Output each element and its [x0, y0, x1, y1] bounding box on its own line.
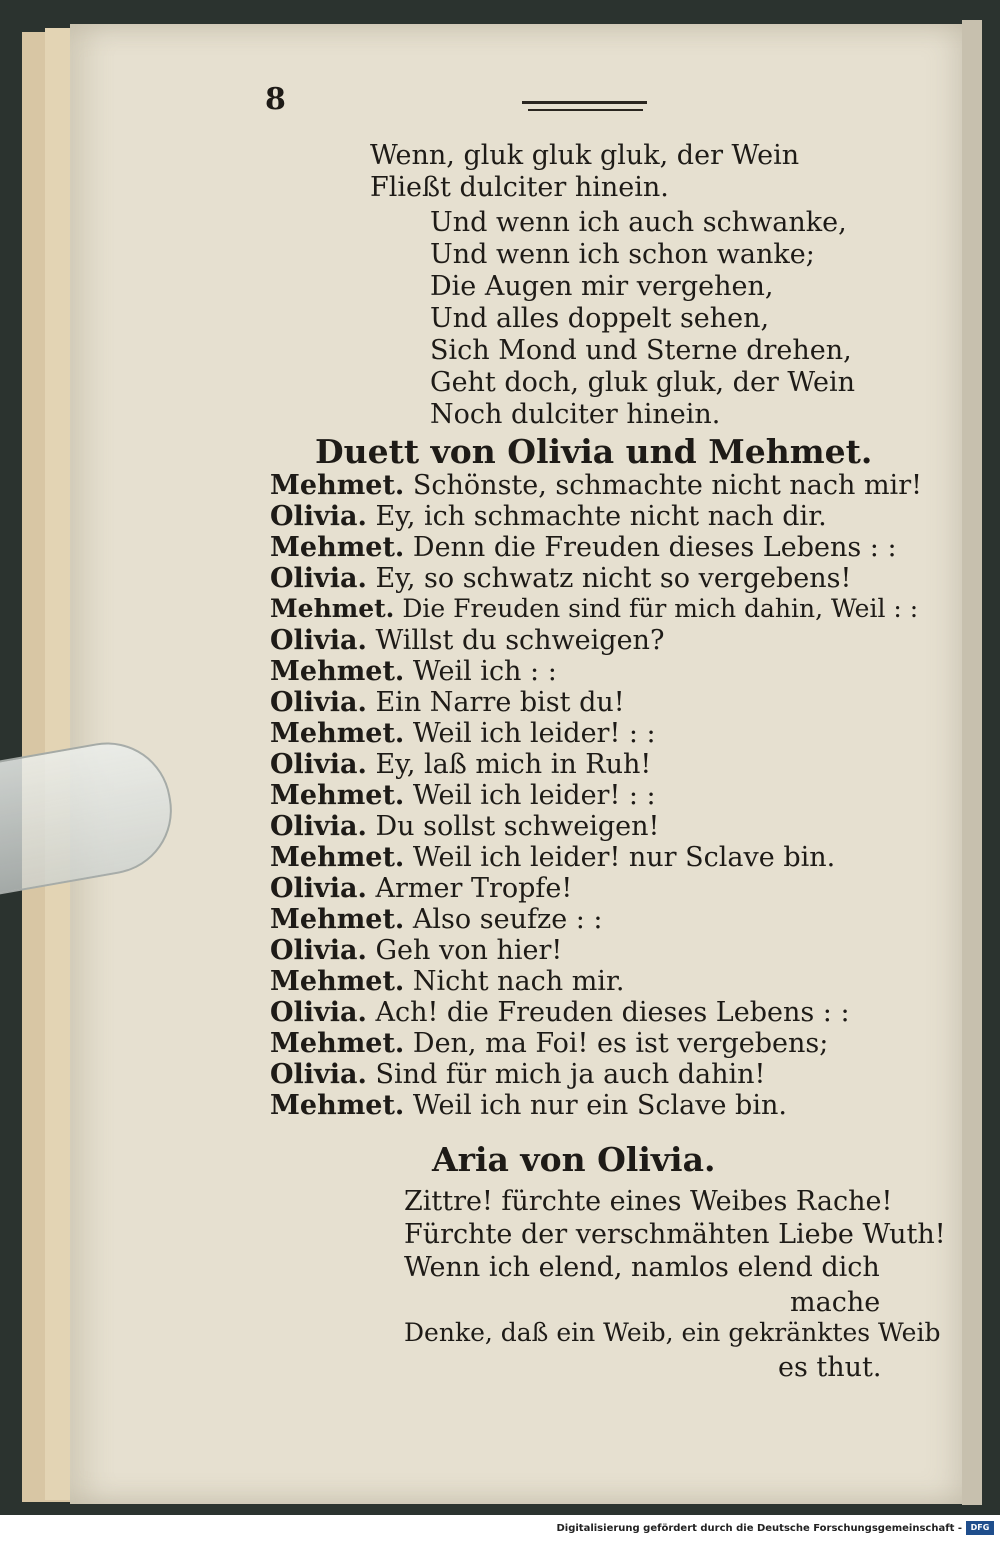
- speaker: Olivia.: [270, 1059, 367, 1090]
- digitization-credit: Digitalisierung gefördert durch die Deutsche Forschungsgemeinschaft -: [556, 1523, 962, 1534]
- speaker: Mehmet.: [270, 904, 405, 935]
- footer-bar: [0, 1515, 1000, 1545]
- speaker: Mehmet.: [270, 780, 405, 811]
- song-line: Und alles doppelt sehen,: [430, 303, 770, 334]
- song-line: Und wenn ich auch schwanke,: [430, 207, 847, 238]
- dialogue-line: [270, 780, 656, 811]
- dialogue-line: [270, 811, 659, 842]
- aria-heading: Aria von Olivia.: [432, 1140, 716, 1179]
- song-line: Fließt dulciter hinein.: [370, 172, 669, 203]
- dialogue-text: Willst du schweigen?: [375, 625, 665, 656]
- dialogue-line: [270, 718, 656, 749]
- dialogue-text: Nicht nach mir.: [412, 966, 625, 997]
- book-spine: [962, 20, 982, 1505]
- dialogue-line: [270, 563, 851, 594]
- dialogue-line: [270, 935, 562, 966]
- speaker: Mehmet.: [270, 470, 405, 501]
- dialogue-line: [270, 470, 922, 501]
- dialogue-line: [270, 532, 897, 563]
- dialogue-text: Weil ich leider! : :: [412, 780, 656, 811]
- speaker: Mehmet.: [270, 1028, 405, 1059]
- dialogue-line: [270, 501, 827, 532]
- dialogue-text: Weil ich leider! nur Sclave bin.: [412, 842, 836, 873]
- speaker: Mehmet.: [270, 532, 405, 563]
- dialogue-text: Denn die Freuden dieses Lebens : :: [412, 532, 897, 563]
- speaker: Olivia.: [270, 997, 367, 1028]
- dialogue-line: [270, 997, 850, 1028]
- aria-line: Wenn ich elend, namlos elend dich: [404, 1252, 880, 1283]
- dialogue-text: Weil ich : :: [412, 656, 557, 687]
- dialogue-text: Ey, so schwatz nicht so vergebens!: [375, 563, 852, 594]
- dialogue-text: Du sollst schweigen!: [375, 811, 660, 842]
- song-line: Geht doch, gluk gluk, der Wein: [430, 367, 855, 398]
- dialogue-text: Also seufze : :: [412, 904, 603, 935]
- dialogue-text: Weil ich leider! : :: [412, 718, 656, 749]
- aria-line: es thut.: [778, 1352, 882, 1383]
- dialogue-text: Armer Tropfe!: [375, 873, 573, 904]
- speaker: Olivia.: [270, 749, 367, 780]
- dialogue-text: Sind für mich ja auch dahin!: [375, 1059, 766, 1090]
- dialogue-line: [270, 656, 557, 687]
- speaker: Mehmet.: [270, 718, 405, 749]
- header-rule: [522, 101, 647, 104]
- speaker: Olivia.: [270, 687, 367, 718]
- dialogue-line: [270, 749, 651, 780]
- dialogue-text: Schönste, schmachte nicht nach mir!: [412, 470, 922, 501]
- speaker: Mehmet.: [270, 594, 395, 623]
- dialogue-line: [270, 966, 624, 997]
- speaker: Mehmet.: [270, 1090, 405, 1121]
- speaker: Mehmet.: [270, 842, 405, 873]
- song-line: Und wenn ich schon wanke;: [430, 239, 815, 270]
- speaker: Olivia.: [270, 811, 367, 842]
- page-number: 8: [265, 82, 286, 117]
- header-rule: [528, 109, 643, 111]
- dialogue-line: [270, 594, 918, 623]
- aria-line: Denke, daß ein Weib, ein gekränktes Weib: [404, 1318, 941, 1347]
- song-line: Die Augen mir vergehen,: [430, 271, 774, 302]
- song-line: Noch dulciter hinein.: [430, 399, 721, 430]
- speaker: Olivia.: [270, 501, 367, 532]
- dialogue-text: Ein Narre bist du!: [375, 687, 625, 718]
- speaker: Olivia.: [270, 625, 367, 656]
- dialogue-text: Die Freuden sind für mich dahin, Weil : :: [402, 594, 919, 623]
- dialogue-line: [270, 687, 625, 718]
- speaker: Mehmet.: [270, 656, 405, 687]
- dialogue-text: Ey, ich schmachte nicht nach dir.: [375, 501, 827, 532]
- dialogue-line: [270, 1028, 828, 1059]
- dialogue-line: [270, 1090, 787, 1121]
- dialogue-text: Ach! die Freuden dieses Lebens : :: [375, 997, 850, 1028]
- aria-line: mache: [790, 1287, 881, 1318]
- dialogue-text: Weil ich nur ein Sclave bin.: [412, 1090, 787, 1121]
- speaker: Olivia.: [270, 563, 367, 594]
- dialogue-line: [270, 625, 664, 656]
- dfg-logo: DFG: [966, 1521, 994, 1535]
- duett-heading: Duett von Olivia und Mehmet.: [315, 432, 873, 471]
- dialogue-line: [270, 1059, 765, 1090]
- dialogue-line: [270, 842, 835, 873]
- dialogue-text: Ey, laß mich in Ruh!: [375, 749, 652, 780]
- song-line: Wenn, gluk gluk gluk, der Wein: [370, 140, 800, 171]
- aria-line: Fürchte der verschmähten Liebe Wuth!: [404, 1219, 946, 1250]
- dialogue-line: [270, 873, 572, 904]
- song-line: Sich Mond und Sterne drehen,: [430, 335, 852, 366]
- speaker: Mehmet.: [270, 966, 405, 997]
- dialogue-text: Geh von hier!: [375, 935, 563, 966]
- dialogue-text: Den, ma Foi! es ist vergebens;: [412, 1028, 829, 1059]
- speaker: Olivia.: [270, 935, 367, 966]
- aria-line: Zittre! fürchte eines Weibes Rache!: [404, 1186, 893, 1217]
- speaker: Olivia.: [270, 873, 367, 904]
- dialogue-line: [270, 904, 603, 935]
